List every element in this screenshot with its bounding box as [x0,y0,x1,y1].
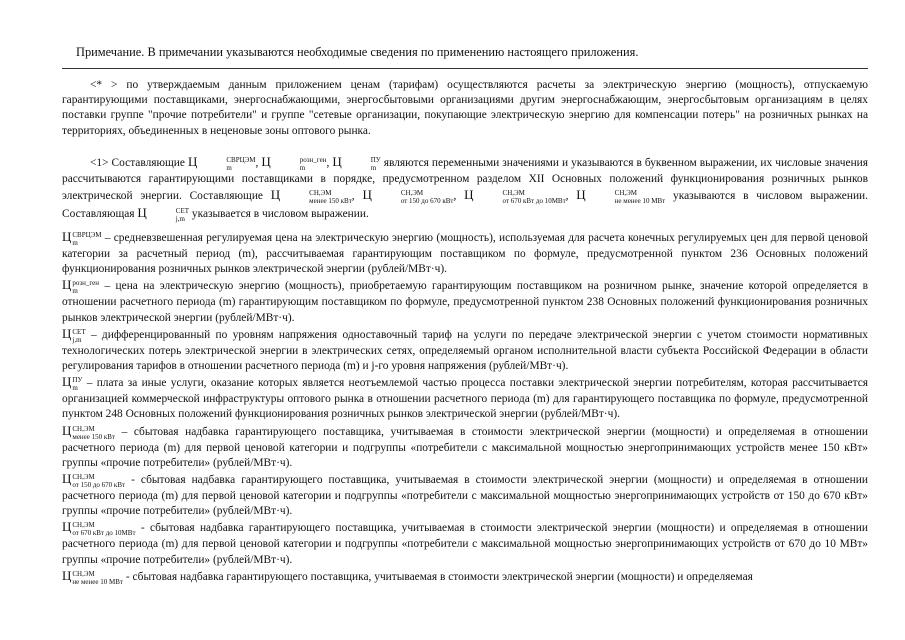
definition-snem-670-10: Ц СН,ЭМ от 670 кВт до 10МВт - сбытовая надбавка гарантирующего поставщика, учитываемая в стоимости электрической энергии (мощности) и определяемая в отношении расчетного периода (m) для первой ценовой категории и подгруппы «потребители с максимальной мощностью энергопринимающих устройств от 670 до 10 МВт» группы «прочие потребители» (рублей/МВт·ч). [62,519,868,566]
star-note-block [62,78,868,139]
definition-svrcem: Ц СВРЦЭМ m – средневзвешенная регулируемая цена на электрическую энергию (мощность), используемая для расчета конечных регулируемых цен для первой ценовой категории за расчетный период (m), рассчитываемая гарантирующим поставщиком по формуле, предусмотренной пунктом 236 Основных положений функционирования розничных рынков электрической энергии (рублей/МВт·ч). [62,229,868,276]
definition-snem-ge10: Ц СН,ЭМ не менее 10 МВт - сбытовая надбавка гарантирующего поставщика, учитываемая в стоимости электрической энергии (мощности) и определяемая [62,567,753,586]
divider [62,68,868,69]
definition-set: Ц СЕТ j,m – дифференцированный по уровням напряжения одноставочный тариф на услуги по передаче электрической энергии с учетом стоимости нормативных технологических потерь электрической энергии в электрических сетях, определяемый органом исполнительной власти субъекта Российской Федерации в области регулирования тарифов в отношении расчетного периода (m) и j-го уровня напряжения (рублей/МВт·ч). [62,325,868,373]
footnote-block [62,154,868,223]
definition-snem-lt150: Ц СН,ЭМ менее 150 кВт – сбытовая надбавка гарантирующего поставщика, учитываемая в стоимости электрической энергии (мощности) и определяемая в отношении расчетного периода (m) для первой ценовой категории и подгруппы «потребители с максимальной мощностью энергопринимающих устройств менее 150 кВт» группы «прочие потребители» (рублей/МВт·ч). [62,422,868,469]
definitions-block [62,229,868,586]
definition-snem-150-670: Ц СН,ЭМ от 150 до 670 кВт - сбытовая надбавка гарантирующего поставщика, учитываемая в стоимости электрической энергии (мощности) и определяемая в отношении расчетного периода (m) для первой ценовой категории и подгруппы «потребители с максимальной мощностью энергопринимающих устройств от 150 до 670 кВт» группы «прочие потребители» (рублей/МВт·ч). [62,471,868,518]
star-note: <* > по утверждаемым данным приложением ценам (тарифам) осуществляются расчеты за электрическую энергию (мощность), отпускаемую гарантирующими поставщиками, энергоснабжающими, энергосбытовыми организациями другим энергоснабжающим, энергосбытовым организациям в целях поставки группе "прочие потребители" и группе "сетевые организации, покупающие электрическую энергию для компенсации потерь" на розничных рынках на территориях, объединенных в неценовые зоны оптового рынка. [62,79,868,137]
definition-pu: Ц ПУ m – плата за иные услуги, оказание которых является неотъемлемой частью процесса поставки электрической энергии потребителям, которая рассчитывается организацией коммерческой инфраструктуры оптового рынка в отношении расчетного периода (m) для гарантирующего поставщика по формуле, предусмотренной пунктом 248 Основных положений функционирования розничных рынков электрической энергии (рублей/МВт·ч). [62,374,869,421]
note-line: Примечание. В примечании указываются необходимые сведения по применению настоящего приложения. [76,45,639,59]
definition-rozn-gen: Ц розн_ген m – цена на электрическую энергию (мощность), приобретаемую гарантирующим поставщиком на розничном рынке, значение которой определяется в отношении расчетного периода (m) гарантирующим поставщиком по формуле, предусмотренной пунктом 238 Основных положений функционирования розничных рынков электрической энергии (рублей/МВт·ч). [62,277,868,324]
footnote-1: <1> Составляющие Ц СВРЦЭМ m , Ц розн_ген m , Ц ПУ m являются переменными значениями и указываются в буквенном выражении, их числовые значения рассчитываются гарантирующими поставщиками в порядке, предусмотренном разделом XII Основных положений функционирования розничных рынков электрической энергии. Составляющие Ц СН,ЭМ менее 150 кВт , Ц СН,ЭМ от 150 до 670 кВт , Ц СН,ЭМ от 670 кВт до 10МВт , Ц СН,ЭМ не менее 10 МВт указываются в числовом выражении. Составляющая Ц СЕТ j,m указывается в числовом выражении. [62,154,868,224]
